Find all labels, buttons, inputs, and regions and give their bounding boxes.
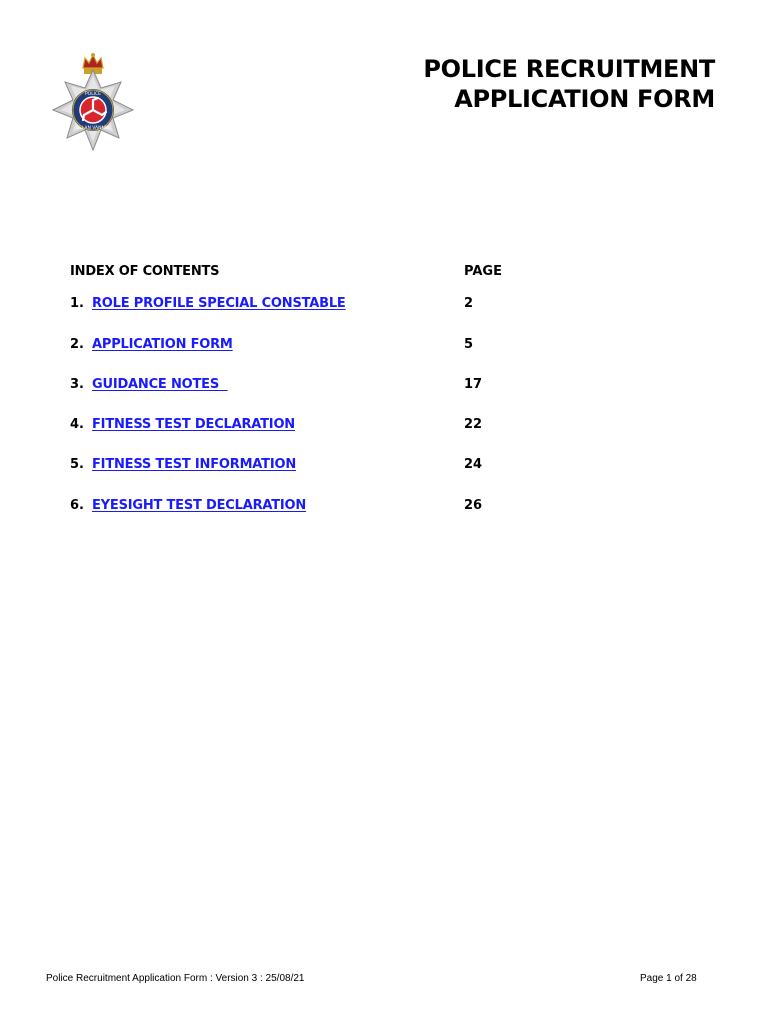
- toc-number: 5.: [70, 457, 84, 472]
- toc-row: [70, 337, 550, 357]
- toc-page-number: 2: [464, 296, 474, 311]
- toc-row: [70, 457, 550, 477]
- toc-number: 2.: [70, 337, 84, 352]
- toc-row: [70, 417, 550, 437]
- page-title-line-2: APPLICATION FORM: [454, 85, 715, 113]
- footer-page-number: Page 1 of 28: [640, 973, 697, 984]
- police-badge-logo: [47, 52, 139, 156]
- toc-number: 6.: [70, 498, 84, 513]
- toc-page-number: 26: [464, 498, 483, 513]
- page-title: [423, 54, 715, 114]
- toc-link-fitness-test-information[interactable]: FITNESS TEST INFORMATION: [92, 457, 296, 472]
- toc-link-eyesight-test-declaration[interactable]: EYESIGHT TEST DECLARATION: [92, 498, 307, 513]
- toc-number: 4.: [70, 417, 84, 432]
- page-title-line-1: POLICE RECRUITMENT: [423, 55, 715, 83]
- page-column-heading: PAGE: [464, 264, 502, 279]
- toc-row: [70, 498, 550, 518]
- toc-page-number: 22: [464, 417, 483, 432]
- toc-number: 3.: [70, 377, 84, 392]
- toc-link-application-form[interactable]: APPLICATION FORM: [92, 337, 233, 352]
- badge-ring-text-bottom: ELLAN VANNIN: [76, 126, 110, 131]
- toc-link-role-profile[interactable]: ROLE PROFILE SPECIAL CONSTABLE: [92, 296, 346, 311]
- badge-ring-text-top: POLICE: [84, 92, 102, 97]
- toc-link-fitness-test-declaration[interactable]: FITNESS TEST DECLARATION: [92, 417, 295, 432]
- toc-row: [70, 296, 550, 316]
- toc-link-guidance-notes[interactable]: GUIDANCE NOTES: [92, 377, 228, 392]
- toc-number: 1.: [70, 296, 84, 311]
- footer-document-version: Police Recruitment Application Form : Version 3 : 25/08/21: [46, 973, 305, 984]
- toc-page-number: 17: [464, 377, 483, 392]
- toc-row: [70, 377, 550, 397]
- toc-page-number: 24: [464, 457, 483, 472]
- index-heading: INDEX OF CONTENTS: [70, 264, 220, 279]
- toc-page-number: 5: [464, 337, 474, 352]
